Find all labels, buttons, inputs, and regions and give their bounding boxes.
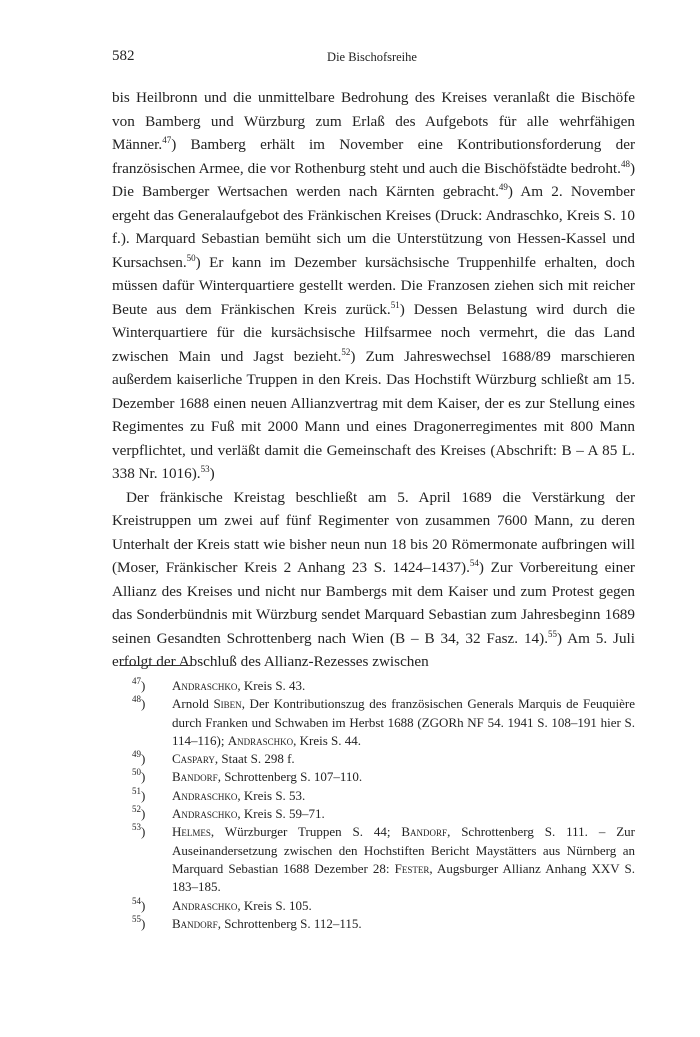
author-name: Siben bbox=[213, 696, 242, 712]
footnote-number: $^{47}$) bbox=[132, 676, 146, 693]
text-run: ) Am 2. November ergeht das Generalaufgebot des Fränkischen Kreises (Druck: Andraschko, Kreis S. 10 f.). Marquard Sebastian bemüht sich um die Unterstützung von Hessen-Kassel und Kursachsen. bbox=[112, 183, 635, 271]
footnote-reference[interactable]: 50 bbox=[186, 252, 196, 263]
footnote-text bbox=[172, 678, 305, 693]
footnotes bbox=[132, 677, 635, 933]
text-run: bis Heilbronn und die unmittelbare Bedrohung des Kreises veranlaßt die Bischöfe von Bamberg und Würzburg zum Erlaß des Aufgebots für alle wehrfähigen Männer. bbox=[112, 89, 635, 153]
footnote-text bbox=[172, 898, 312, 913]
footnote bbox=[132, 787, 635, 805]
footnote-text bbox=[172, 696, 635, 748]
footnote-number: $^{53}$) bbox=[132, 822, 146, 840]
citation-text: , Augsburger Allianz Anhang XXV S. 183–185. bbox=[172, 860, 635, 895]
footnote-marker: 49 bbox=[132, 749, 141, 760]
footnote-text bbox=[172, 788, 305, 803]
footnote-marker: 48 bbox=[132, 694, 141, 705]
text-run: ) Zur Vorbereitung einer Allianz des Kreises und nicht nur Bambergs mit dem Kaiser und zum Protest gegen das Sonderbündnis mit Würzburg sendet Marquard Sebastian zum Jahresbeginn 1689 seinen Gesandten Schrottenberg nach Wien (B – B 34, 32 Fasz. 14). bbox=[112, 559, 635, 647]
footnote-text bbox=[172, 769, 362, 784]
footnote-number: $^{55}$) bbox=[132, 913, 146, 931]
citation-text: , Kreis S. 44. bbox=[293, 732, 362, 748]
author-name: Andraschko bbox=[227, 732, 294, 748]
page-header bbox=[112, 48, 632, 70]
footnote-reference[interactable]: 49 bbox=[498, 182, 508, 192]
author-name: Bandorf bbox=[401, 824, 448, 840]
footnote-reference[interactable]: 51 bbox=[390, 299, 400, 310]
footnote-reference[interactable]: 52 bbox=[341, 346, 351, 357]
footnote bbox=[132, 805, 635, 823]
citation-text: , Kreis S. 105. bbox=[237, 897, 312, 913]
author-name: Andraschko bbox=[172, 806, 238, 822]
footnote-reference[interactable]: 53 bbox=[200, 464, 210, 474]
body-text bbox=[112, 86, 635, 674]
footnote bbox=[132, 823, 635, 896]
citation-text: , Kreis S. 53. bbox=[237, 787, 306, 803]
footnote bbox=[132, 897, 635, 915]
text-run: Der fränkische Kreistag beschließt am 5. April 1689 die Verstärkung der Kreistruppen um zwei auf fünf Regimenter von zusammen 7600 Mann, zu deren Unterhalt der Kreis statt wie bisher neun nun 18 bis 20 Römermonate aufbringen will (Moser, Fränkischer Kreis 2 Anhang 23 S. 1424–1437). bbox=[112, 488, 635, 576]
footnote bbox=[132, 915, 635, 933]
footnote-marker: 52 bbox=[132, 804, 141, 815]
text-run: ) Bamberg erhält im November eine Kontributionsforderung der französischen Armee, die vor Rothenburg steht und auch die Bischöfstädte bedroht. bbox=[112, 136, 635, 177]
author-name: Andraschko bbox=[172, 678, 238, 693]
footnote-number: $^{51}$) bbox=[132, 785, 146, 803]
text-run: ) Die Bamberger Wertsachen werden nach Kärnten gebracht. bbox=[112, 159, 635, 200]
text-run: ) Am 5. Juli erfolgt der Abschluß des Allianz-Rezesses zwischen bbox=[112, 629, 635, 670]
footnote bbox=[132, 695, 635, 750]
footnote-number: $^{48}$) bbox=[132, 694, 146, 712]
author-name: Andraschko bbox=[172, 787, 238, 803]
page-number: 582 bbox=[112, 48, 135, 64]
text-run: ) Dessen Belastung wird durch die Winterquartiere für die kursächsische Hilfsarmee noch vermehrt, die das Land zwischen Main und Jagst bezieht. bbox=[112, 300, 635, 365]
author-name: Caspary bbox=[172, 751, 215, 767]
footnote-number: $^{54}$) bbox=[132, 895, 146, 913]
footnote-rule bbox=[120, 665, 192, 666]
running-head: Die Bischofsreihe bbox=[327, 50, 417, 64]
footnote-reference[interactable]: 55 bbox=[548, 628, 557, 639]
citation-text: , Schrottenberg S. 112–115. bbox=[217, 915, 362, 931]
footnote-number: $^{49}$) bbox=[132, 749, 146, 767]
footnote-marker: 53 bbox=[132, 822, 141, 833]
citation-text: , Staat S. 298 f. bbox=[214, 751, 295, 767]
author-name: Helmes bbox=[172, 824, 211, 840]
citation-text: , Kreis S. 59–71. bbox=[237, 806, 325, 822]
citation-text: , Würzburger Truppen S. 44; bbox=[210, 824, 402, 840]
footnote bbox=[132, 750, 635, 768]
footnote-reference[interactable]: 47 bbox=[162, 135, 172, 145]
text-run: ) Zum Jahreswechsel 1688/89 marschieren außerdem kaiserliche Truppen in den Kreis. Das Hochstift Würzburg schließt am 15. Dezember 1688 einen neuen Allianzvertrag mit dem Kaiser, der es zur Stellung eines Regimentes zu Fuß mit 2000 Mann und eines Dragonerregimentes mit 800 Mann verpflichtet, und verläßt damit die Gemeinschaft des Kreises (Abschrift: B – A 85 L. 338 Nr. 1016). bbox=[112, 347, 636, 482]
text-run: ) Er kann im Dezember kursächsische Truppenhilfe erhalten, doch müssen dafür Winterquartiere gestellt werden. Die Franzosen ziehen sich mit reicher Beute aus dem Fränkischen Kreis zurück. bbox=[112, 253, 635, 318]
author-name: Bandorf bbox=[172, 769, 218, 785]
footnote-number: $^{52}$) bbox=[132, 804, 146, 822]
footnote-marker: 51 bbox=[132, 785, 141, 796]
citation-text: , Schrottenberg S. 111. – Zur Auseinandersetzung zwischen den Hochstiften Bericht Maystätters aus Nürnberg an Marquard Sebastian 1688 Dezember 28: bbox=[172, 824, 635, 876]
footnote bbox=[132, 677, 635, 695]
citation-text: , Der Kontributionszug des französischen Generals Marquis de Feuquière durch Franken und Schwaben im Herbst 1688 (ZGORh NF 54. 1941 S. 108–191 hier S. 114–116); bbox=[172, 696, 635, 748]
footnote-reference[interactable]: 48 bbox=[620, 158, 630, 169]
paragraph bbox=[112, 486, 635, 674]
footnote-marker: 47 bbox=[132, 676, 141, 686]
author-name: Fester bbox=[394, 860, 430, 876]
citation-text: Arnold bbox=[172, 696, 214, 712]
paragraph bbox=[112, 86, 635, 486]
footnote-number: $^{50}$) bbox=[132, 767, 146, 785]
footnote bbox=[132, 768, 635, 786]
text-run: ) bbox=[209, 465, 215, 482]
footnote-marker: 55 bbox=[132, 913, 141, 924]
author-name: Bandorf bbox=[172, 915, 218, 931]
footnote-text bbox=[172, 824, 635, 894]
footnote-text bbox=[172, 806, 325, 821]
citation-text: , Kreis S. 43. bbox=[237, 678, 306, 693]
author-name: Andraschko bbox=[172, 897, 238, 913]
footnote-text bbox=[172, 916, 362, 931]
footnote-marker: 54 bbox=[132, 895, 141, 906]
footnote-text bbox=[172, 751, 295, 766]
footnote-reference[interactable]: 54 bbox=[469, 558, 479, 568]
citation-text: , Schrottenberg S. 107–110. bbox=[217, 769, 363, 785]
footnote-marker: 50 bbox=[132, 767, 141, 778]
